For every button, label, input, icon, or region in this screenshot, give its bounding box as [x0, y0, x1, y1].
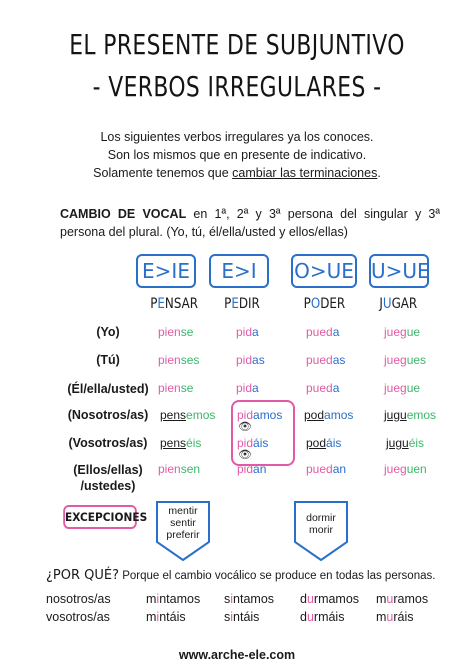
ending: ue — [406, 325, 421, 339]
exception-dormir: dormir — [306, 512, 336, 524]
stem: pod — [306, 436, 327, 450]
title-line-1: EL PRESENTE DE SUBJUNTIVO — [69, 28, 405, 61]
stem: jueg — [384, 325, 407, 339]
verb-poder — [304, 296, 346, 312]
verb-jugar-vowel: U — [382, 296, 392, 312]
intro-line-3-post: . — [377, 166, 381, 180]
ending: sen — [180, 462, 201, 476]
conj-ellos-poder — [306, 462, 346, 476]
exceptions-e-list — [155, 505, 211, 541]
conj-el-jugar — [384, 381, 420, 395]
stem: pien — [158, 462, 181, 476]
conj-vos-poder — [306, 436, 341, 450]
intro-line-3-underlined: cambiar las terminaciones — [232, 166, 378, 180]
person-ustedes: /ustedes) — [80, 479, 136, 493]
conj-nos-pensar — [160, 408, 215, 422]
conj-yo-pensar — [158, 325, 193, 339]
vowel: u — [386, 610, 394, 624]
por-que-explanation — [46, 568, 435, 583]
conj-tu-pensar — [158, 353, 199, 367]
vowel: i — [156, 610, 160, 624]
por-que-text: Porque el cambio vocálico se produce en todas las personas. — [119, 570, 436, 582]
stem: s — [224, 610, 231, 624]
title-line-2: - VERBOS IRREGULARES - — [92, 70, 382, 103]
stem: pid — [236, 353, 253, 367]
cambio-vocal-description: en 1ª, 2ª y 3ª persona del singular y 3ª persona del plural. (Yo, tú, él/ella/usted y ellos/ellas) — [60, 207, 441, 239]
stem: d — [300, 592, 307, 606]
example-nos-mentir — [146, 592, 200, 606]
ending: ue — [406, 381, 421, 395]
conj-ellos-pensar — [158, 462, 200, 476]
ending: amos — [324, 408, 354, 422]
stem: pid — [237, 436, 254, 450]
stem: m — [376, 610, 387, 624]
stem: pid — [236, 325, 253, 339]
verb-pensar — [150, 296, 198, 312]
change-box-o-ue: O>UE — [291, 254, 357, 288]
example-vos-mentir — [146, 610, 186, 624]
stem: pens — [160, 408, 187, 422]
conj-yo-jugar — [384, 325, 420, 339]
ending: ntamos — [159, 592, 201, 606]
stem: jugu — [384, 408, 407, 422]
verb-pensar-rest: NSAR — [164, 296, 199, 312]
conj-nos-jugar — [384, 408, 436, 422]
stem: m — [146, 610, 157, 624]
intro-text — [30, 128, 444, 182]
ending: as — [332, 353, 346, 367]
stem: s — [224, 592, 231, 606]
person-yo: (Yo) — [96, 325, 120, 339]
conj-ellos-pedir — [237, 462, 266, 476]
example-vos-sentir — [224, 610, 259, 624]
stem: pien — [158, 353, 181, 367]
example-nos-label: nosotros/as — [46, 592, 111, 606]
stem: pued — [306, 381, 333, 395]
ending: ntáis — [233, 610, 260, 624]
stem: m — [146, 592, 157, 606]
person-el: (Él/ella/usted) — [67, 382, 149, 396]
vowel: u — [386, 592, 394, 606]
ending: rmamos — [313, 592, 360, 606]
conj-tu-jugar — [384, 353, 426, 367]
conj-yo-pedir — [236, 325, 259, 339]
ending: ráis — [393, 610, 414, 624]
exception-preferir: preferir — [166, 529, 200, 541]
por-que-heading: ¿POR QUÉ? — [46, 568, 119, 583]
ending: ramos — [393, 592, 429, 606]
ending: emos — [406, 408, 437, 422]
stem: pid — [236, 381, 253, 395]
conj-ellos-jugar — [384, 462, 427, 476]
stem: m — [376, 592, 387, 606]
ending: rmáis — [313, 610, 345, 624]
ending: a — [332, 325, 340, 339]
vowel: u — [306, 592, 314, 606]
ending: ues — [406, 353, 427, 367]
exceptions-o-list — [293, 512, 349, 536]
example-nos-sentir — [224, 592, 274, 606]
ending: éis — [186, 436, 202, 450]
stem: pued — [306, 325, 333, 339]
cambio-vocal-text — [60, 205, 440, 241]
intro-line-1: Los siguientes verbos irregulares ya los conoces. — [100, 130, 374, 144]
stem: d — [300, 610, 307, 624]
stem: pued — [306, 462, 333, 476]
ending: as — [252, 353, 265, 367]
ending: a — [252, 381, 259, 395]
verb-pensar-first: P — [150, 296, 158, 312]
ending: uen — [406, 462, 427, 476]
ending: amos — [253, 408, 283, 422]
stem: pens — [160, 436, 187, 450]
stem: jueg — [384, 353, 407, 367]
example-nos-morir — [376, 592, 428, 606]
conj-vos-pensar — [160, 436, 201, 450]
conj-el-poder — [306, 381, 339, 395]
ending: áis — [253, 436, 269, 450]
stem: pien — [158, 381, 181, 395]
stem: pien — [158, 325, 181, 339]
excepciones-label: EXCEPCIONES — [63, 505, 137, 529]
intro-line-3 — [30, 164, 444, 182]
footer-website[interactable]: www.arche-ele.com — [178, 648, 296, 662]
conj-tu-poder — [306, 353, 345, 367]
ending: se — [180, 325, 194, 339]
example-vos-morir — [376, 610, 414, 624]
cambio-vocal-heading: CAMBIO DE VOCAL — [60, 207, 187, 221]
ending: an — [253, 462, 267, 476]
ending: se — [180, 381, 194, 395]
ending: ntamos — [233, 592, 275, 606]
verb-jugar-rest: GAR — [391, 296, 418, 312]
ending: áis — [326, 436, 342, 450]
person-vosotros: (Vosotros/as) — [68, 436, 148, 450]
stem: jugu — [386, 436, 409, 450]
verb-poder-first: P — [303, 296, 311, 312]
vowel: i — [230, 610, 234, 624]
eye-icon: 👁 — [238, 449, 252, 461]
person-nosotros: (Nosotros/as) — [67, 408, 149, 422]
stem: jueg — [384, 462, 407, 476]
verb-poder-rest: DER — [320, 296, 346, 312]
vowel: i — [230, 592, 234, 606]
eye-icon: 👁 — [238, 421, 252, 433]
conj-vos-jugar — [386, 436, 424, 450]
stem: pod — [304, 408, 325, 422]
conj-tu-pedir — [236, 353, 265, 367]
conj-yo-poder — [306, 325, 339, 339]
verb-jugar-first: J — [379, 296, 383, 312]
example-vos-dormir — [300, 610, 344, 624]
ending: a — [252, 325, 259, 339]
verb-pedir-rest: DIR — [238, 296, 260, 312]
conj-el-pensar — [158, 381, 193, 395]
change-box-u-ue: U>UE — [369, 254, 429, 288]
stem: pid — [237, 462, 254, 476]
example-vos-label: vosotros/as — [46, 610, 110, 624]
stem: pued — [306, 353, 333, 367]
change-box-e-i: E>I — [209, 254, 269, 288]
vowel: u — [306, 610, 314, 624]
verb-jugar — [379, 296, 417, 312]
verb-pedir-vowel: E — [231, 296, 239, 312]
ending: ntáis — [159, 610, 186, 624]
verb-poder-vowel: O — [310, 296, 321, 312]
stem: jueg — [384, 381, 407, 395]
verb-pensar-vowel: E — [157, 296, 165, 312]
exception-sentir: sentir — [170, 517, 196, 529]
verb-pedir-first: P — [224, 296, 232, 312]
conj-el-pedir — [236, 381, 259, 395]
person-ellos: (Ellos/ellas) — [73, 463, 143, 477]
exception-morir: morir — [309, 524, 333, 536]
example-nos-dormir — [300, 592, 359, 606]
ending: an — [332, 462, 347, 476]
ending: emos — [186, 408, 216, 422]
intro-line-3-pre: Solamente tenemos que — [93, 166, 233, 180]
person-tu: (Tú) — [96, 353, 120, 367]
vowel: i — [156, 592, 160, 606]
verb-pedir — [224, 296, 260, 312]
ending: a — [332, 381, 340, 395]
conj-nos-poder — [304, 408, 353, 422]
ending: éis — [408, 436, 425, 450]
stem: pid — [237, 408, 254, 422]
exception-mentir: mentir — [168, 505, 198, 517]
intro-line-2: Son los mismos que en presente de indicativo. — [107, 148, 367, 162]
change-box-e-ie: E>IE — [136, 254, 196, 288]
ending: ses — [180, 353, 200, 367]
